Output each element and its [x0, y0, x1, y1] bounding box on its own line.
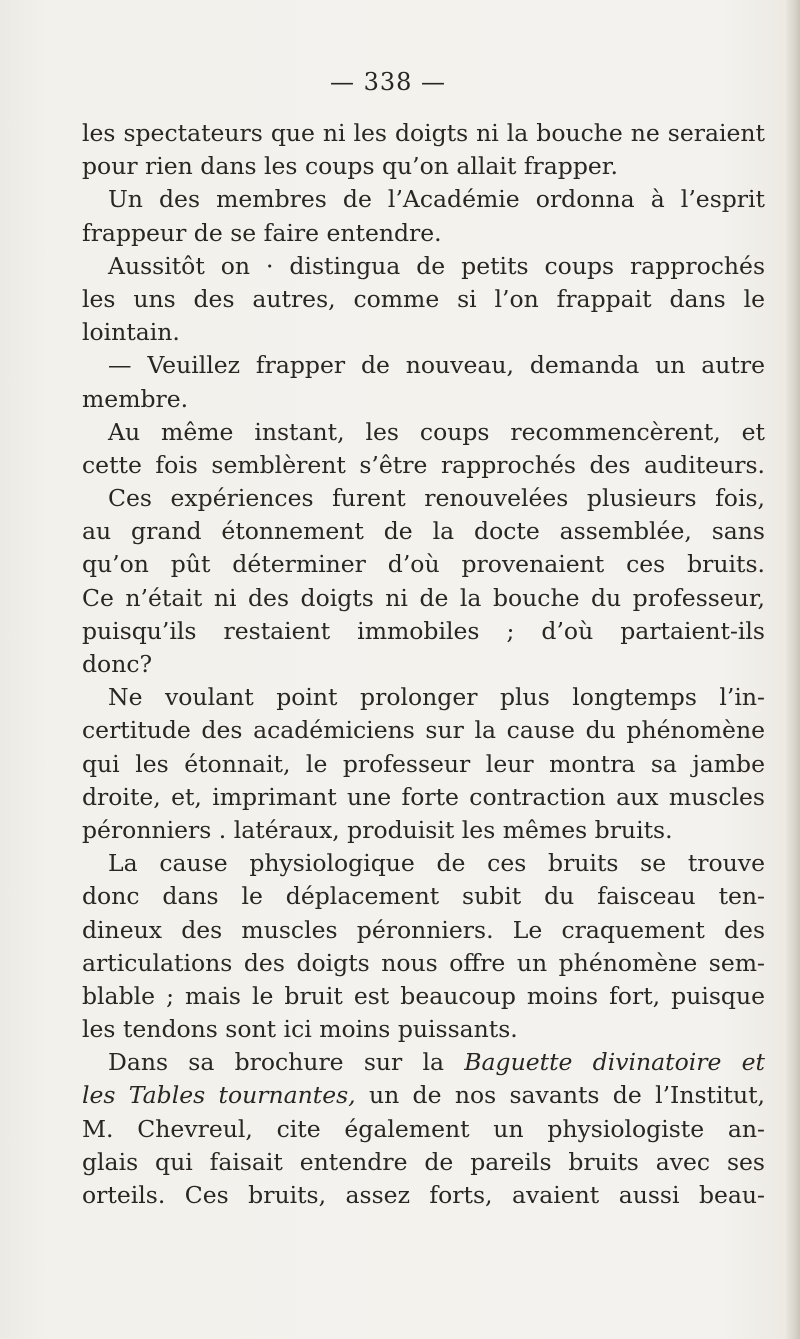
text-line: Ces expériences furent renouvelées plusieurs fois,: [108, 484, 765, 513]
text-line: cette fois semblèrent s’être rapprochés des auditeurs.: [82, 450, 765, 479]
text-line: Ce n’était ni des doigts ni de la bouche du professeur,: [82, 583, 765, 612]
text-fragment: un de nos savants de l’Institut,: [368, 1081, 765, 1110]
text-line: M. Chevreul, cite également un physiologiste an-: [82, 1114, 765, 1143]
text-line: donc?: [82, 650, 153, 678]
text-line: Aussitôt on · distingua de petits coups rapprochés: [108, 251, 765, 280]
text-line: [82, 1079, 765, 1112]
text-line: puisqu’ils restaient immobiles ; d’où partaient-ils: [82, 616, 765, 645]
text-line: Un des membres de l’Académie ordonna à l’esprit: [108, 185, 765, 214]
text-line: au grand étonnement de la docte assemblée, sans: [82, 517, 765, 546]
text-line: — Veuillez frapper de nouveau, demanda un autre: [108, 351, 765, 380]
text-line: articulations des doigts nous offre un phénomène sem-: [82, 948, 765, 977]
body-text: [82, 117, 765, 1212]
text-line: les spectateurs que ni les doigts ni la bouche ne seraient: [82, 119, 765, 147]
text-line: La cause physiologique de ces bruits se trouve: [108, 849, 765, 878]
text-line: dineux des muscles péronniers. Le craquement des: [82, 915, 765, 944]
text-line: pour rien dans les coups qu’on allait frapper.: [82, 152, 618, 181]
text-fragment: Dans sa brochure sur la: [108, 1048, 445, 1077]
text-line: donc dans le déplacement subit du faisceau ten-: [82, 882, 765, 911]
page-edge-shadow: [786, 0, 800, 1339]
text-line: blable ; mais le bruit est beaucoup moins fort, puisque: [82, 981, 765, 1010]
text-line: droite, et, imprimant une forte contraction aux muscles: [82, 782, 765, 811]
text-line: péronniers . latéraux, produisit les mêmes bruits.: [82, 815, 673, 844]
text-line: qui les étonnait, le professeur leur montra sa jambe: [82, 749, 765, 778]
text-line: [82, 1046, 765, 1079]
text-line: Au même instant, les coups recommencèrent, et: [108, 417, 765, 446]
text-line: glais qui faisait entendre de pareils bruits avec ses: [82, 1147, 765, 1176]
text-line: les tendons sont ici moins puissants.: [82, 1015, 518, 1044]
text-line: qu’on pût déterminer d’où provenaient ces bruits.: [82, 550, 765, 579]
text-line: frappeur de se faire entendre.: [82, 218, 442, 247]
text-line: certitude des académiciens sur la cause du phénomène: [82, 716, 765, 745]
text-line: les uns des autres, comme si l’on frappait dans le: [82, 284, 765, 313]
text-line: orteils. Ces bruits, assez forts, avaient aussi beau-: [82, 1181, 765, 1209]
italic-title: les Tables tournantes,: [82, 1081, 356, 1110]
text-line: Ne voulant point prolonger plus longtemps l’in-: [108, 683, 765, 712]
text-line: membre.: [82, 384, 189, 413]
page-number: — 338 —: [329, 68, 447, 96]
text-line: lointain.: [82, 318, 180, 347]
italic-title: Baguette divinatoire et: [464, 1048, 765, 1077]
